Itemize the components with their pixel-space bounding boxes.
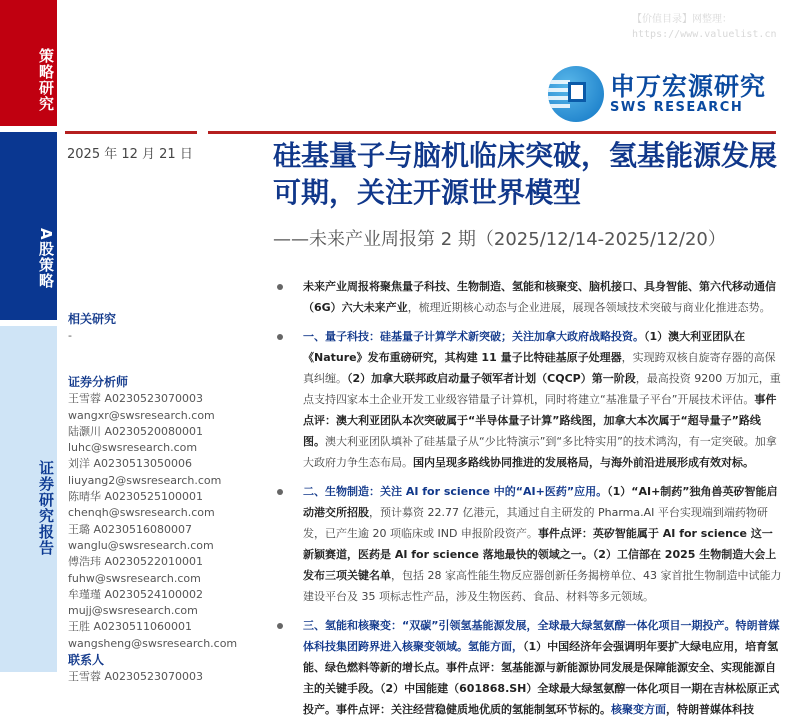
sidebar-label: 证券研究报告 [37, 460, 55, 556]
summary-bullets [272, 276, 782, 728]
text-run: （1）澳大利亚团队在《Nature》发布重磅研究，其构建 11 量子比特硅基原子处理器 [303, 330, 746, 364]
divider-left [65, 131, 197, 134]
analyst-line: 陆灏川 A0230520080001 [68, 424, 204, 438]
text-run: 未来产业周报将聚焦量子科技、生物制造、氢能和核聚变、脑机接口、具身智能、第六代移动通信（6G）六大未来产业 [303, 280, 776, 314]
bullet-item [272, 615, 782, 720]
text-run: （1）“AI+制药”独角兽英矽智能启动港交所招股 [303, 485, 778, 519]
analysts-heading: 证券分析师 [68, 375, 129, 390]
contact-line: 王雪蓉 A0230523070003 [68, 670, 204, 684]
bullet-item [272, 276, 782, 318]
sidebar-category-strategy [0, 0, 57, 126]
report-subtitle: ——未来产业周报第 2 期（2025/12/14-2025/12/20） [273, 229, 726, 250]
report-date: 2025 年 12 月 21 日 [67, 147, 193, 162]
bullet-item [272, 326, 782, 473]
sidebar-category-a-share [0, 132, 57, 320]
analyst-line: wangxr@swsresearch.com [68, 408, 215, 422]
text-run: ，预计募资 22.77 亿港元，其通过自主研发的 Pharma.AI 平台实现端到端药物研发，已产生逾 20 项临床或 IND 申报阶段资产。 [303, 506, 768, 540]
bullet-icon [277, 489, 283, 495]
text-run: 二、生物制造：关注 AI for science 中的“AI+医药”应用。 [303, 485, 608, 498]
bullet-icon [277, 623, 283, 629]
analyst-line: 刘洋 A0230513050006 [68, 457, 193, 471]
analyst-line: 王璐 A0230516080007 [68, 522, 193, 536]
analyst-line: fuhw@swsresearch.com [68, 571, 201, 585]
analyst-line: wanglu@swsresearch.com [68, 538, 214, 552]
text-run: 事件点评：澳大利亚团队本次突破属于“半导体量子计算”路线图，加拿大本次属于“超导量子”路线图。 [303, 393, 777, 448]
bullet-icon [277, 334, 283, 340]
sidebar-label: 策略研究 [37, 48, 55, 112]
text-run: 澳大利亚团队填补了硅基量子从“少比特演示”到“多比特实用”的技术鸿沟，有一定突破。加拿大政府力争生态布局。 [303, 435, 777, 469]
bullet-icon [277, 284, 283, 290]
analyst-line: liuyang2@swsresearch.com [68, 473, 222, 487]
watermark [632, 12, 777, 42]
text-run: ，特朗普媒体科技 [666, 703, 754, 716]
related-research-heading: 相关研究 [68, 312, 117, 326]
text-run: 一、量子科技：硅基量子计算学术新突破；关注加拿大政府战略投资。 [303, 330, 644, 343]
text-run: 国内呈现多路线协同推进的发展格局，与海外前沿进展形成有效对标。 [413, 456, 754, 469]
logo-text-en: SWS RESEARCH [610, 100, 744, 115]
contacts-heading: 联系人 [68, 653, 105, 668]
watermark-line: 【价值目录】网整理： [632, 14, 732, 25]
watermark-url: https://www.valuelist.cn [632, 29, 777, 40]
text-run: （2）加拿大联邦政启动量子领军者计划（CQCP）第一阶段 [347, 372, 636, 385]
text-run: ，包括 28 家高性能生物反应器创新任务揭榜单位、43 家首批生物制造中试能力建设平台及 35 项标志性产品，涉及生物医药、食品、材料等多元领域。 [303, 569, 782, 603]
analyst-line: 王胜 A0230511060001 [68, 620, 193, 634]
text-run: 事件点评：英矽智能属于 AI for science 这一新颖赛道，医药是 AI for science 落地最快的领域之一。（2）工信部在 2025 生物制造大会上发布三项关键名单 [303, 527, 777, 582]
text-run: ，最高投资 9200 万加元，重点支持四家本土企业开发工业级容错量子计算机，同时将建立“基准量子平台”开展技术评估。 [303, 372, 781, 406]
text-run: 三、氢能和核聚变：“双碳”引领氢基能源发展，全球最大绿氢氨醇一体化项目一期投产。特朗普媒体科技集团跨界进入核聚变领域。氢能方面， [303, 619, 780, 653]
analyst-line: chenqh@swsresearch.com [68, 506, 215, 520]
analyst-line: 傅浩玮 A0230522010001 [68, 555, 204, 569]
text-run: ，梳理近期核心动态与企业进展，展现各领域技术突破与商业化推进态势。 [407, 301, 771, 314]
analyst-line: wangsheng@swsresearch.com [68, 636, 238, 650]
analyst-line: 牟瑾瑾 A0230524100002 [68, 587, 204, 601]
analyst-line: 王雪蓉 A0230523070003 [68, 392, 204, 406]
text-run: 核聚变方面 [611, 703, 666, 716]
left-column [68, 311, 258, 685]
text-run: （1）中国经济年会强调明年要扩大绿电应用，培育氢能、绿色燃料等新的增长点。事件点评：氢基能源与新能源协同发展是保障能源安全、实现能源自主的关键手段。（2）中国能建（601868.SH）全球最大绿氢氨醇一体化项目一期在吉林松原正式投产。事件点评：关注经营稳健质地优质的氢能制氢环节标的。 [303, 640, 780, 716]
logo-icon [548, 66, 604, 122]
sidebar-label: A股策略 [37, 228, 55, 289]
related-research-value: - [68, 329, 72, 342]
analyst-line: 陈晴华 A0230525100001 [68, 490, 204, 504]
bullet-item [272, 481, 782, 607]
logo-text-cn: 申万宏源研究 [610, 72, 767, 101]
sidebar-category-report [0, 326, 57, 672]
text-run: ，实现跨双核自旋寄存器的高保真纠缠。 [303, 351, 776, 385]
report-title: 硅基量子与脑机临床突破，氢基能源发展可期，关注开源世界模型 [273, 139, 778, 209]
analyst-line: luhc@swsresearch.com [68, 441, 198, 455]
analyst-line: mujj@swsresearch.com [68, 604, 198, 618]
divider-right [208, 131, 776, 134]
sws-logo [548, 66, 766, 122]
